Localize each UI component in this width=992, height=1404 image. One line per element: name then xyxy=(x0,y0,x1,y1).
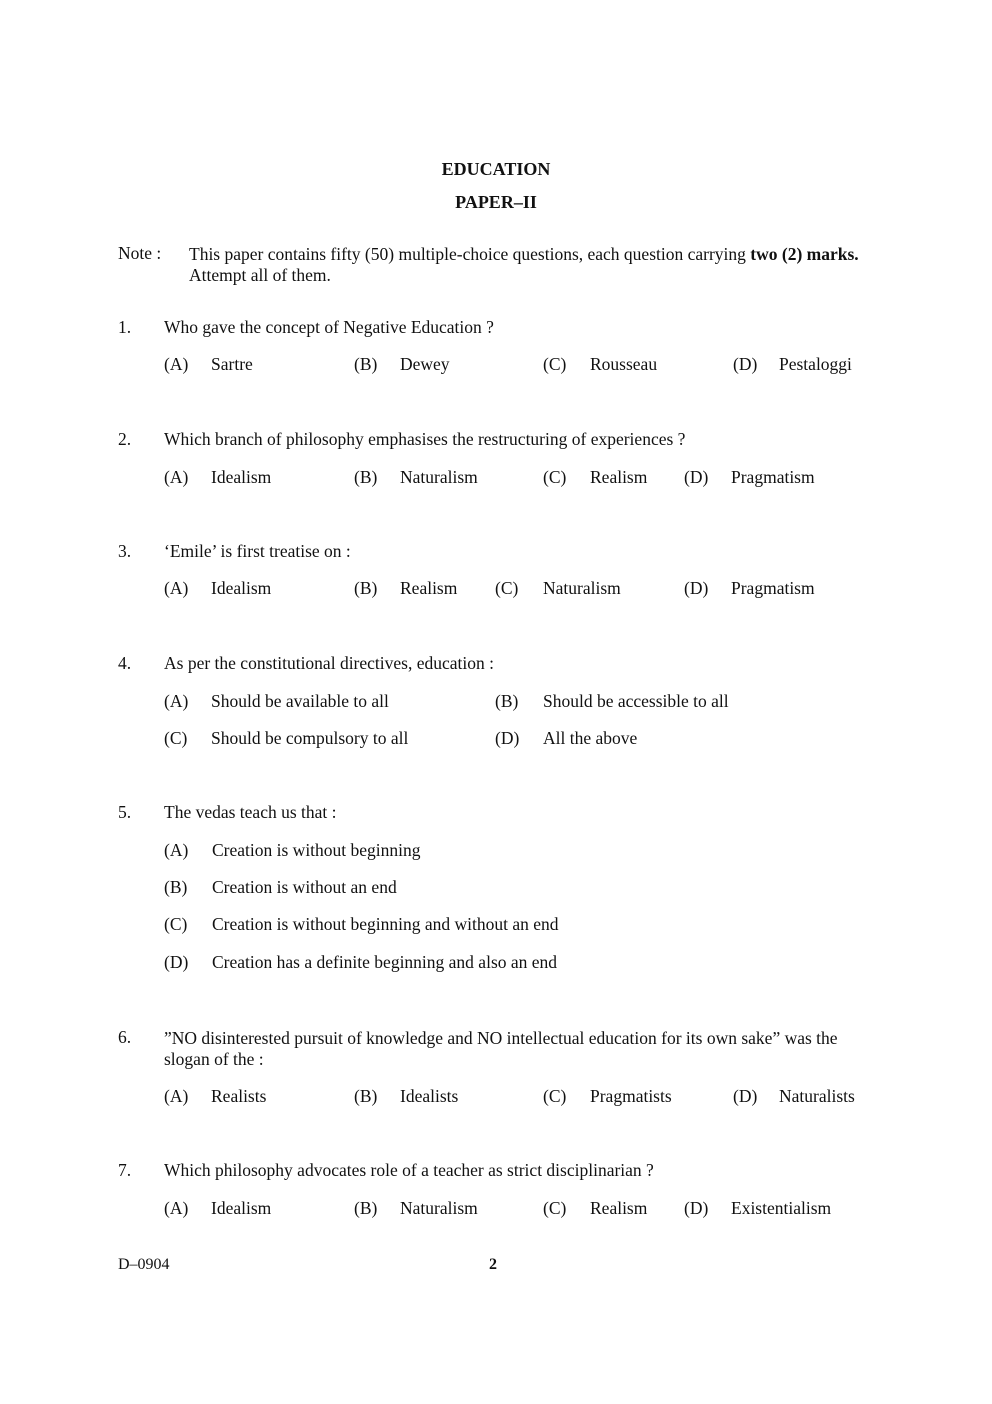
question-number: 3. xyxy=(118,541,132,561)
subject-title: EDUCATION xyxy=(441,159,551,179)
option-letter-c: (C) xyxy=(543,354,567,374)
option-letter-d: (D) xyxy=(495,728,520,748)
option-text-c: Realism xyxy=(590,1198,648,1218)
option-letter-d: (D) xyxy=(684,467,709,487)
option-letter-b: (B) xyxy=(495,691,519,711)
option-letter-d: (D) xyxy=(684,1198,709,1218)
option-text-c: Creation is without beginning and without an end xyxy=(212,914,559,934)
option-text-c: Pragmatists xyxy=(590,1086,672,1106)
question-number: 6. xyxy=(118,1027,132,1047)
note-text-post: Attempt all of them. xyxy=(189,265,331,285)
option-letter-b: (B) xyxy=(354,1198,378,1218)
option-text-d: All the above xyxy=(543,728,638,748)
option-text-a: Idealism xyxy=(211,1198,272,1218)
option-letter-a: (A) xyxy=(164,691,189,711)
paper-code: D–0904 xyxy=(118,1256,170,1273)
note-text-pre: This paper contains fifty (50) multiple-choice questions, each question carrying xyxy=(189,244,751,264)
option-letter-a: (A) xyxy=(164,467,189,487)
option-text-b: Realism xyxy=(400,578,458,598)
option-letter-c: (C) xyxy=(164,914,188,934)
option-letter-c: (C) xyxy=(164,728,188,748)
question-text: Which philosophy advocates role of a teacher as strict disciplinarian ? xyxy=(164,1160,654,1180)
option-letter-d: (D) xyxy=(684,578,709,598)
note-label: Note : xyxy=(118,243,162,263)
option-text-d: Existentialism xyxy=(731,1198,832,1218)
note-text xyxy=(189,244,879,286)
option-letter-d: (D) xyxy=(733,1086,758,1106)
question-text: ”NO disinterested pursuit of knowledge and NO intellectual education for its own sake” was the slogan of the : xyxy=(164,1028,838,1069)
question-number: 7. xyxy=(118,1160,132,1180)
option-text-d: Pragmatism xyxy=(731,578,815,598)
option-text-b: Naturalism xyxy=(400,1198,478,1218)
option-text-d: Pestaloggi xyxy=(779,354,852,374)
option-letter-a: (A) xyxy=(164,354,189,374)
option-letter-b: (B) xyxy=(354,467,378,487)
question-text: Who gave the concept of Negative Education ? xyxy=(164,317,494,337)
option-text-a: Idealism xyxy=(211,467,272,487)
question-number: 1. xyxy=(118,317,132,337)
option-text-d: Pragmatism xyxy=(731,467,815,487)
option-letter-b: (B) xyxy=(354,354,378,374)
option-text-a: Sartre xyxy=(211,354,253,374)
option-text-b: Naturalism xyxy=(400,467,478,487)
question-text: The vedas teach us that : xyxy=(164,802,337,822)
option-text-c: Should be compulsory to all xyxy=(211,728,409,748)
option-letter-c: (C) xyxy=(543,1086,567,1106)
page-number: 2 xyxy=(489,1256,497,1273)
question-text: As per the constitutional directives, education : xyxy=(164,653,494,673)
option-text-b: Creation is without an end xyxy=(212,877,397,897)
option-letter-a: (A) xyxy=(164,840,189,860)
option-letter-b: (B) xyxy=(354,1086,378,1106)
question-number: 2. xyxy=(118,429,132,449)
option-text-a: Creation is without beginning xyxy=(212,840,421,860)
option-letter-b: (B) xyxy=(354,578,378,598)
option-letter-d: (D) xyxy=(164,952,189,972)
option-letter-a: (A) xyxy=(164,578,189,598)
option-text-b: Idealists xyxy=(400,1086,459,1106)
option-text-c: Realism xyxy=(590,467,648,487)
option-text-a: Idealism xyxy=(211,578,272,598)
paper-title: PAPER–II xyxy=(455,192,537,212)
option-text-b: Should be accessible to all xyxy=(543,691,729,711)
option-text-a: Realists xyxy=(211,1086,267,1106)
note-text-bold: two (2) marks. xyxy=(750,244,859,264)
option-text-c: Naturalism xyxy=(543,578,621,598)
option-text-d: Naturalists xyxy=(779,1086,855,1106)
option-text-c: Rousseau xyxy=(590,354,658,374)
option-text-d: Creation has a definite beginning and also an end xyxy=(212,952,558,972)
question-number: 4. xyxy=(118,653,132,673)
question-number: 5. xyxy=(118,802,132,822)
option-text-a: Should be available to all xyxy=(211,691,389,711)
option-text-b: Dewey xyxy=(400,354,450,374)
option-letter-a: (A) xyxy=(164,1086,189,1106)
option-letter-b: (B) xyxy=(164,877,188,897)
question-text: Which branch of philosophy emphasises the restructuring of experiences ? xyxy=(164,429,686,449)
option-letter-c: (C) xyxy=(543,1198,567,1218)
option-letter-a: (A) xyxy=(164,1198,189,1218)
option-letter-d: (D) xyxy=(733,354,758,374)
option-letter-c: (C) xyxy=(543,467,567,487)
question-text: ‘Emile’ is first treatise on : xyxy=(164,541,351,561)
option-letter-c: (C) xyxy=(495,578,519,598)
